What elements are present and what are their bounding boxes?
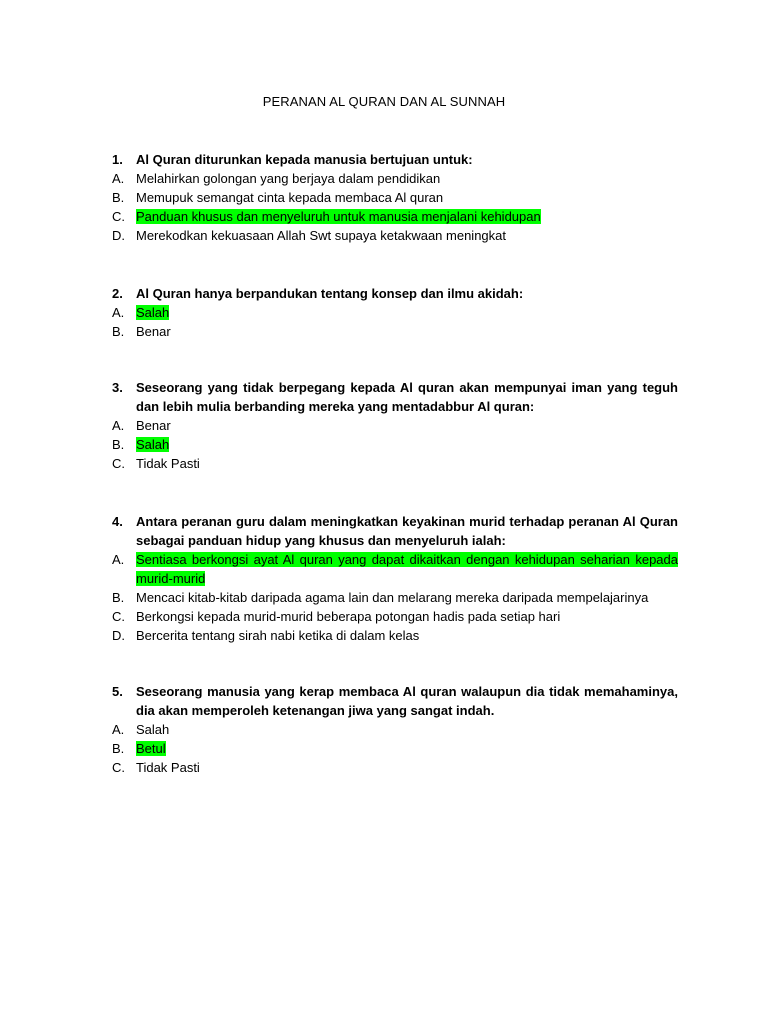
option-row	[112, 626, 678, 645]
option-row	[112, 169, 678, 188]
option-row	[112, 758, 678, 777]
option-letter: A.	[112, 552, 125, 567]
question-2-stem	[112, 284, 678, 303]
option-row-highlighted	[112, 207, 678, 226]
highlighted-answer: Betul	[136, 741, 166, 756]
question-number: 2.	[112, 286, 123, 301]
option-text: Tidak Pasti	[136, 456, 200, 471]
option-text: Benar	[136, 418, 171, 433]
question-text: Antara peranan guru dalam meningkatkan keyakinan murid terhadap peranan Al Quran sebagai panduan hidup yang khusus dan menyeluruh ialah:	[136, 514, 678, 548]
option-letter: C.	[112, 760, 125, 775]
question-3	[112, 378, 678, 473]
option-row-highlighted	[112, 303, 678, 322]
question-5-stem	[112, 682, 678, 720]
option-text: Tidak Pasti	[136, 760, 200, 775]
question-text: Al Quran hanya berpandukan tentang konsep dan ilmu akidah:	[136, 286, 524, 301]
highlighted-answer: Sentiasa berkongsi ayat Al quran yang dapat dikaitkan dengan kehidupan seharian kepada murid-murid	[136, 552, 678, 586]
option-letter: A.	[112, 171, 125, 186]
option-row	[112, 720, 678, 739]
option-letter: D.	[112, 628, 125, 643]
option-row	[112, 588, 678, 607]
question-1-stem	[112, 150, 678, 169]
option-row-highlighted	[112, 739, 678, 758]
option-row	[112, 607, 678, 626]
question-number: 5.	[112, 684, 123, 699]
option-text: Mencaci kitab-kitab daripada agama lain dan melarang mereka daripada mempelajarinya	[136, 590, 649, 605]
option-text: Memupuk semangat cinta kepada membaca Al quran	[136, 190, 444, 205]
question-number: 4.	[112, 514, 123, 529]
question-4-stem	[112, 512, 678, 550]
option-letter: A.	[112, 722, 125, 737]
question-5	[112, 682, 678, 777]
option-row-highlighted	[112, 550, 678, 588]
option-letter: C.	[112, 456, 125, 471]
highlighted-answer: Panduan khusus dan menyeluruh untuk manusia menjalani kehidupan	[136, 209, 541, 224]
option-text: Benar	[136, 324, 171, 339]
option-letter: A.	[112, 418, 125, 433]
option-text: Berkongsi kepada murid-murid beberapa potongan hadis pada setiap hari	[136, 609, 561, 624]
highlighted-answer: Salah	[136, 305, 170, 320]
option-letter: A.	[112, 305, 125, 320]
option-letter: B.	[112, 190, 125, 205]
option-letter: B.	[112, 741, 125, 756]
option-letter: C.	[112, 609, 125, 624]
option-row	[112, 226, 678, 245]
option-text: Merekodkan kekuasaan Allah Swt supaya ketakwaan meningkat	[136, 228, 506, 243]
question-4	[112, 512, 678, 645]
option-row	[112, 416, 678, 435]
highlighted-answer: Salah	[136, 437, 170, 452]
option-row-highlighted	[112, 435, 678, 454]
question-1	[112, 150, 678, 245]
option-letter: B.	[112, 437, 125, 452]
option-text: Melahirkan golongan yang berjaya dalam pendidikan	[136, 171, 441, 186]
option-row	[112, 188, 678, 207]
question-number: 1.	[112, 152, 123, 167]
question-text: Seseorang yang tidak berpegang kepada Al quran akan mempunyai iman yang teguh dan lebih mulia berbanding mereka yang mentadabbur Al quran:	[136, 380, 678, 414]
question-text: Al Quran diturunkan kepada manusia bertujuan untuk:	[136, 152, 473, 167]
question-2	[112, 284, 678, 341]
option-row	[112, 322, 678, 341]
option-text: Bercerita tentang sirah nabi ketika di dalam kelas	[136, 628, 420, 643]
option-letter: B.	[112, 324, 125, 339]
question-3-stem	[112, 378, 678, 416]
document-title: PERANAN AL QURAN DAN AL SUNNAH	[262, 94, 506, 109]
option-row	[112, 454, 678, 473]
option-letter: C.	[112, 209, 125, 224]
question-text: Seseorang manusia yang kerap membaca Al quran walaupun dia tidak memahaminya, dia akan memperoleh ketenangan jiwa yang sangat indah.	[136, 684, 678, 718]
question-number: 3.	[112, 380, 123, 395]
option-letter: D.	[112, 228, 125, 243]
option-text: Salah	[136, 722, 170, 737]
option-letter: B.	[112, 590, 125, 605]
